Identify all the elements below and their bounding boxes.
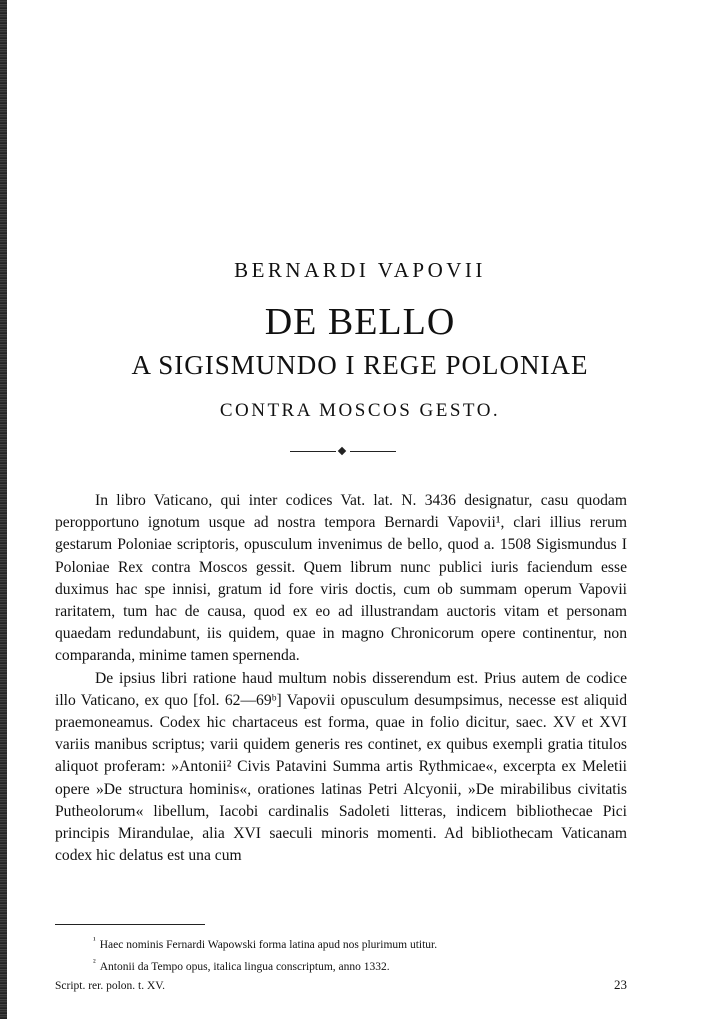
- ornament-line-left: [290, 451, 336, 452]
- footnote-1-number: ¹: [93, 935, 96, 945]
- ornament-line-right: [350, 451, 396, 452]
- body-text: [55, 490, 627, 867]
- signature-mark: Script. rer. polon. t. XV.: [55, 979, 165, 992]
- footnote-2: [55, 954, 627, 976]
- scan-edge: [0, 0, 7, 1019]
- subtitle-contra: CONTRA MOSCOS GESTO.: [219, 400, 501, 421]
- diamond-icon: [338, 447, 346, 455]
- footnotes: [55, 932, 627, 995]
- ornament-divider: [290, 448, 396, 456]
- footnote-rule: [55, 924, 205, 925]
- footnote-2-text: Antonii da Tempo opus, italica lingua conscriptum, anno 1332.: [99, 960, 390, 973]
- page-footer: [55, 976, 627, 995]
- title-heading: DE BELLO: [264, 301, 456, 343]
- paragraph-2: De ipsius libri ratione haud multum nobis disserendum est. Prius autem de codice illo Vaticano, ex quo [fol. 62—69ᵇ] Vapovii opusculum desumpsimus, necesse est aliquid praemoneamus. Codex hic chartaceus est forma, quae in folio dicitur, saec. XV et XVI variis manibus scriptus; varii quidem generis res continet, ex quibus exempli gratia titulos aliquot proferam: »Antonii² Civis Patavini Summa artis Rythmicae«, excerpta ex Meletii opere »De structura hominis«, orationes latinas Petri Alcyonii, »De mirabilibus civitatis Putheolorum« libellum, Iacobi cardinalis Sadoleti litteras, indicem bibliothecae Pici principis Mirandulae, alia XVI saeculi minoris momenti. Ad bibliothecam Vaticanam codex hic delatus est una cum: [55, 669, 627, 865]
- footnote-2-number: ²: [93, 956, 96, 967]
- footnote-1: [55, 932, 627, 954]
- footnote-1-text: Haec nominis Fernardi Wapowski forma latina apud nos plurimum utitur.: [99, 938, 438, 951]
- paragraph-1: In libro Vaticano, qui inter codices Vat. lat. N. 3436 designatur, casu quodam peropportuno ignotum usque ad nostra tempora Bernardi Vapovii¹, clari illius rerum gestarum Poloniae scriptoris, opusculum invenimus de bello, quod a. 1508 Sigismundus I Poloniae Rex contra Moscos gessit. Quem librum nunc publici iuris faciendum esse duximus hac spe innisi, gratum id fore viris doctis, cum ob summam operum Vapovii raritatem, tum hac de causa, quod ex eo ad illustrandam auctoris vitam et personam quaedam redundabunt, iis quidem, quae in magno Chronicorum opere continentur, non comparanda, minime tamen spernenda.: [55, 492, 627, 665]
- subtitle-heading: A SIGISMUNDO I REGE POLONIAE: [131, 350, 589, 380]
- author-heading: BERNARDI VAPOVII: [234, 258, 486, 282]
- page-number: 23: [614, 976, 627, 992]
